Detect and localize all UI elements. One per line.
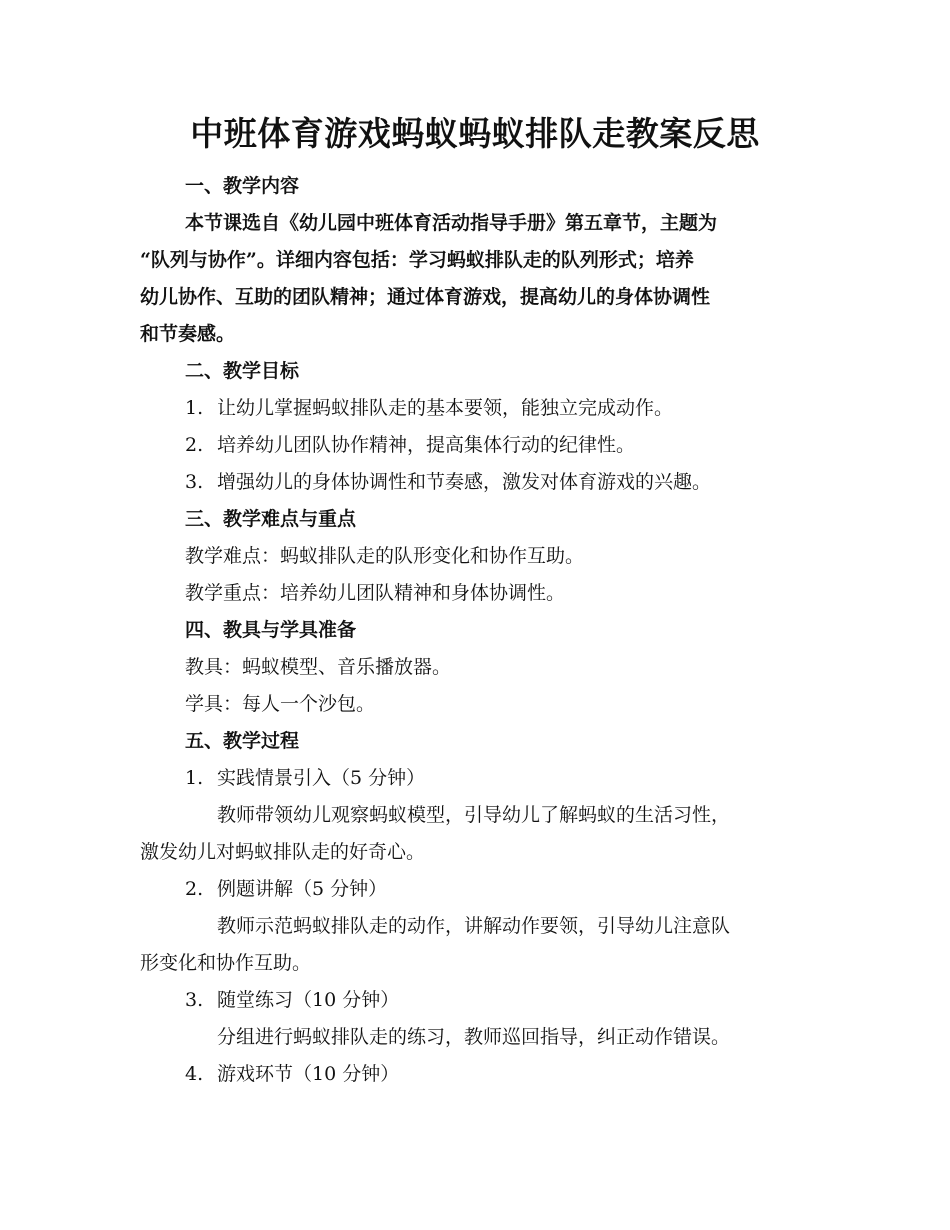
step-label: 游戏环节（10 分钟） xyxy=(217,1063,400,1085)
goal-number: 3. xyxy=(185,471,204,493)
step-number: 4. xyxy=(185,1063,204,1085)
step-description-line: 教师示范蚂蚁排队走的动作，讲解动作要领，引导幼儿注意队 xyxy=(217,915,731,937)
section-heading-difficulty: 三、教学难点与重点 xyxy=(185,508,357,530)
goal-item xyxy=(185,394,673,422)
process-step-label xyxy=(185,875,387,903)
goal-text: 让幼儿掌握蚂蚁排队走的基本要领，能独立完成动作。 xyxy=(217,397,674,419)
goal-item xyxy=(185,431,635,459)
page-title: 中班体育游戏蚂蚁蚂蚁排队走教案反思 xyxy=(190,114,760,153)
step-number: 3. xyxy=(185,989,204,1011)
goal-number: 1. xyxy=(185,397,204,419)
process-step-label xyxy=(185,764,425,792)
content-paragraph-line: 本节课选自《幼儿园中班体育活动指导手册》第五章节，主题为 xyxy=(185,212,718,234)
goal-item xyxy=(185,468,711,496)
step-description-line: 激发幼儿对蚂蚁排队走的好奇心。 xyxy=(140,841,426,863)
step-description-line: 分组进行蚂蚁排队走的练习，教师巡回指导，纠正动作错误。 xyxy=(217,1026,731,1048)
teaching-aids-line: 教具：蚂蚁模型、音乐播放器。 xyxy=(185,656,452,678)
learning-aids-line: 学具：每人一个沙包。 xyxy=(185,693,376,715)
content-paragraph-line: 和节奏感。 xyxy=(140,323,236,345)
section-heading-content: 一、教学内容 xyxy=(185,175,300,197)
content-paragraph-line: “队列与协作”。详细内容包括：学习蚂蚁排队走的队列形式；培养 xyxy=(140,249,694,271)
process-step-label xyxy=(185,986,399,1014)
content-paragraph-line: 幼儿协作、互助的团队精神；通过体育游戏，提高幼儿的身体协调性 xyxy=(140,286,711,308)
step-label: 随堂练习（10 分钟） xyxy=(217,989,400,1011)
goal-number: 2. xyxy=(185,434,204,456)
step-description-line: 形变化和协作互助。 xyxy=(140,952,312,974)
process-step-label xyxy=(185,1060,399,1088)
difficulty-line: 教学难点：蚂蚁排队走的队形变化和协作互助。 xyxy=(185,545,585,567)
section-heading-materials: 四、教具与学具准备 xyxy=(185,619,357,641)
step-label: 实践情景引入（5 分钟） xyxy=(217,767,426,789)
section-heading-process: 五、教学过程 xyxy=(185,730,300,752)
step-label: 例题讲解（5 分钟） xyxy=(217,878,388,900)
goal-text: 增强幼儿的身体协调性和节奏感，激发对体育游戏的兴趣。 xyxy=(217,471,712,493)
step-description-line: 教师带领幼儿观察蚂蚁模型，引导幼儿了解蚂蚁的生活习性， xyxy=(217,804,731,826)
step-number: 1. xyxy=(185,767,204,789)
section-heading-goals: 二、教学目标 xyxy=(185,360,300,382)
goal-text: 培养幼儿团队协作精神，提高集体行动的纪律性。 xyxy=(217,434,636,456)
key-point-line: 教学重点：培养幼儿团队精神和身体协调性。 xyxy=(185,582,566,604)
step-number: 2. xyxy=(185,878,204,900)
